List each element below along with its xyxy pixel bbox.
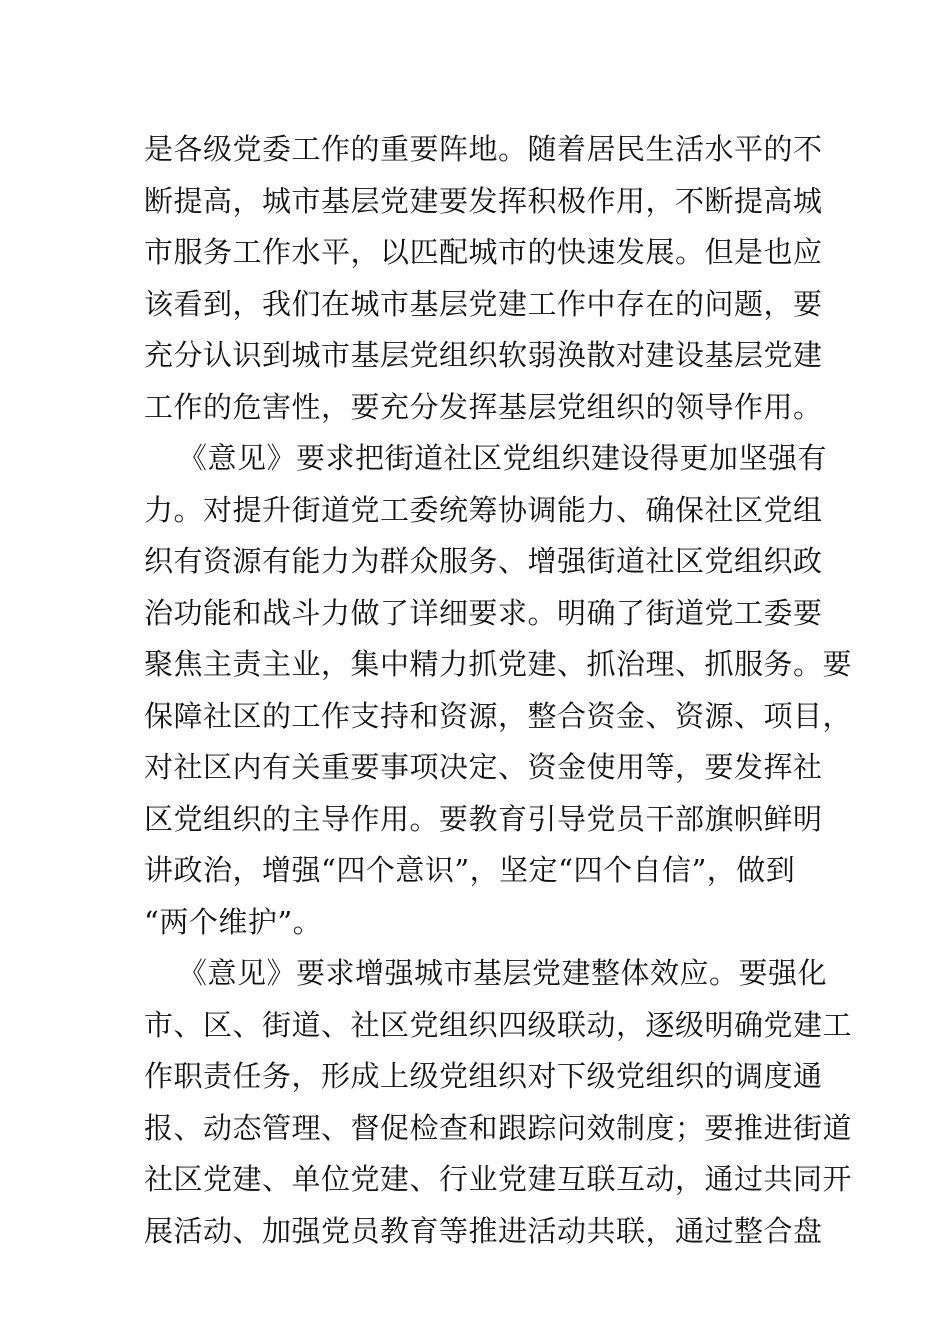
document-body	[144, 124, 853, 1257]
paragraph-2-line-1: 《意见》要求把街道社区党组织建设得更加坚强有	[178, 441, 828, 475]
paragraph-1-line-6: 工作的危害性，要充分发挥基层党组织的领导作用。	[144, 389, 823, 424]
paragraph-2-line-2: 力。对提升街道党工委统筹协调能力、确保社区党组	[144, 492, 823, 527]
paragraph-3-line-1: 《意见》要求增强城市基层党建整体效应。要强化	[178, 956, 828, 990]
paragraph-2-line-9: 讲政治，增强“四个意识”，坚定“四个自信”，做到	[144, 853, 796, 887]
paragraph-2-line-4: 治功能和战斗力做了详细要求。明确了街道党工委要	[144, 595, 823, 630]
paragraph-2-line-3: 织有资源有能力为群众服务、增强街道社区党组织政	[144, 544, 823, 578]
paragraph-2-line-6: 保障社区的工作支持和资源，整合资金、资源、项目，	[144, 698, 853, 733]
paragraph-1-line-2: 断提高，城市基层党建要发挥积极作用，不断提高城	[144, 183, 823, 218]
paragraph-2-line-5: 聚焦主责主业，集中精力抓党建、抓治理、抓服务。要	[144, 647, 853, 681]
paragraph-3-line-2: 市、区、街道、社区党组织四级联动，逐级明确党建工	[144, 1007, 853, 1042]
paragraph-2-line-8: 区党组织的主导作用。要教育引导党员干部旗帜鲜明	[144, 801, 823, 836]
paragraph-2-line-7: 对社区内有关重要事项决定、资金使用等，要发挥社	[144, 750, 823, 784]
paragraph-1-line-5: 充分认识到城市基层党组织软弱涣散对建设基层党建	[144, 338, 823, 372]
paragraph-1-line-4: 该看到，我们在城市基层党建工作中存在的问题，要	[144, 286, 823, 321]
paragraph-1-line-3: 市服务工作水平，以匹配城市的快速发展。但是也应	[144, 235, 823, 269]
paragraph-3-line-3: 作职责任务，形成上级党组织对下级党组织的调度通	[144, 1059, 823, 1093]
paragraph-3-line-5: 社区党建、单位党建、行业党建互联互动，通过共同开	[144, 1162, 853, 1196]
paragraph-3-line-4: 报、动态管理、督促检查和跟踪问效制度；要推进街道	[144, 1110, 853, 1145]
paragraph-1-line-1: 是各级党委工作的重要阵地。随着居民生活水平的不	[144, 132, 823, 166]
paragraph-2-line-10: “两个维护”。	[144, 904, 323, 939]
paragraph-3-line-6: 展活动、加强党员教育等推进活动共联，通过整合盘	[144, 1213, 823, 1248]
